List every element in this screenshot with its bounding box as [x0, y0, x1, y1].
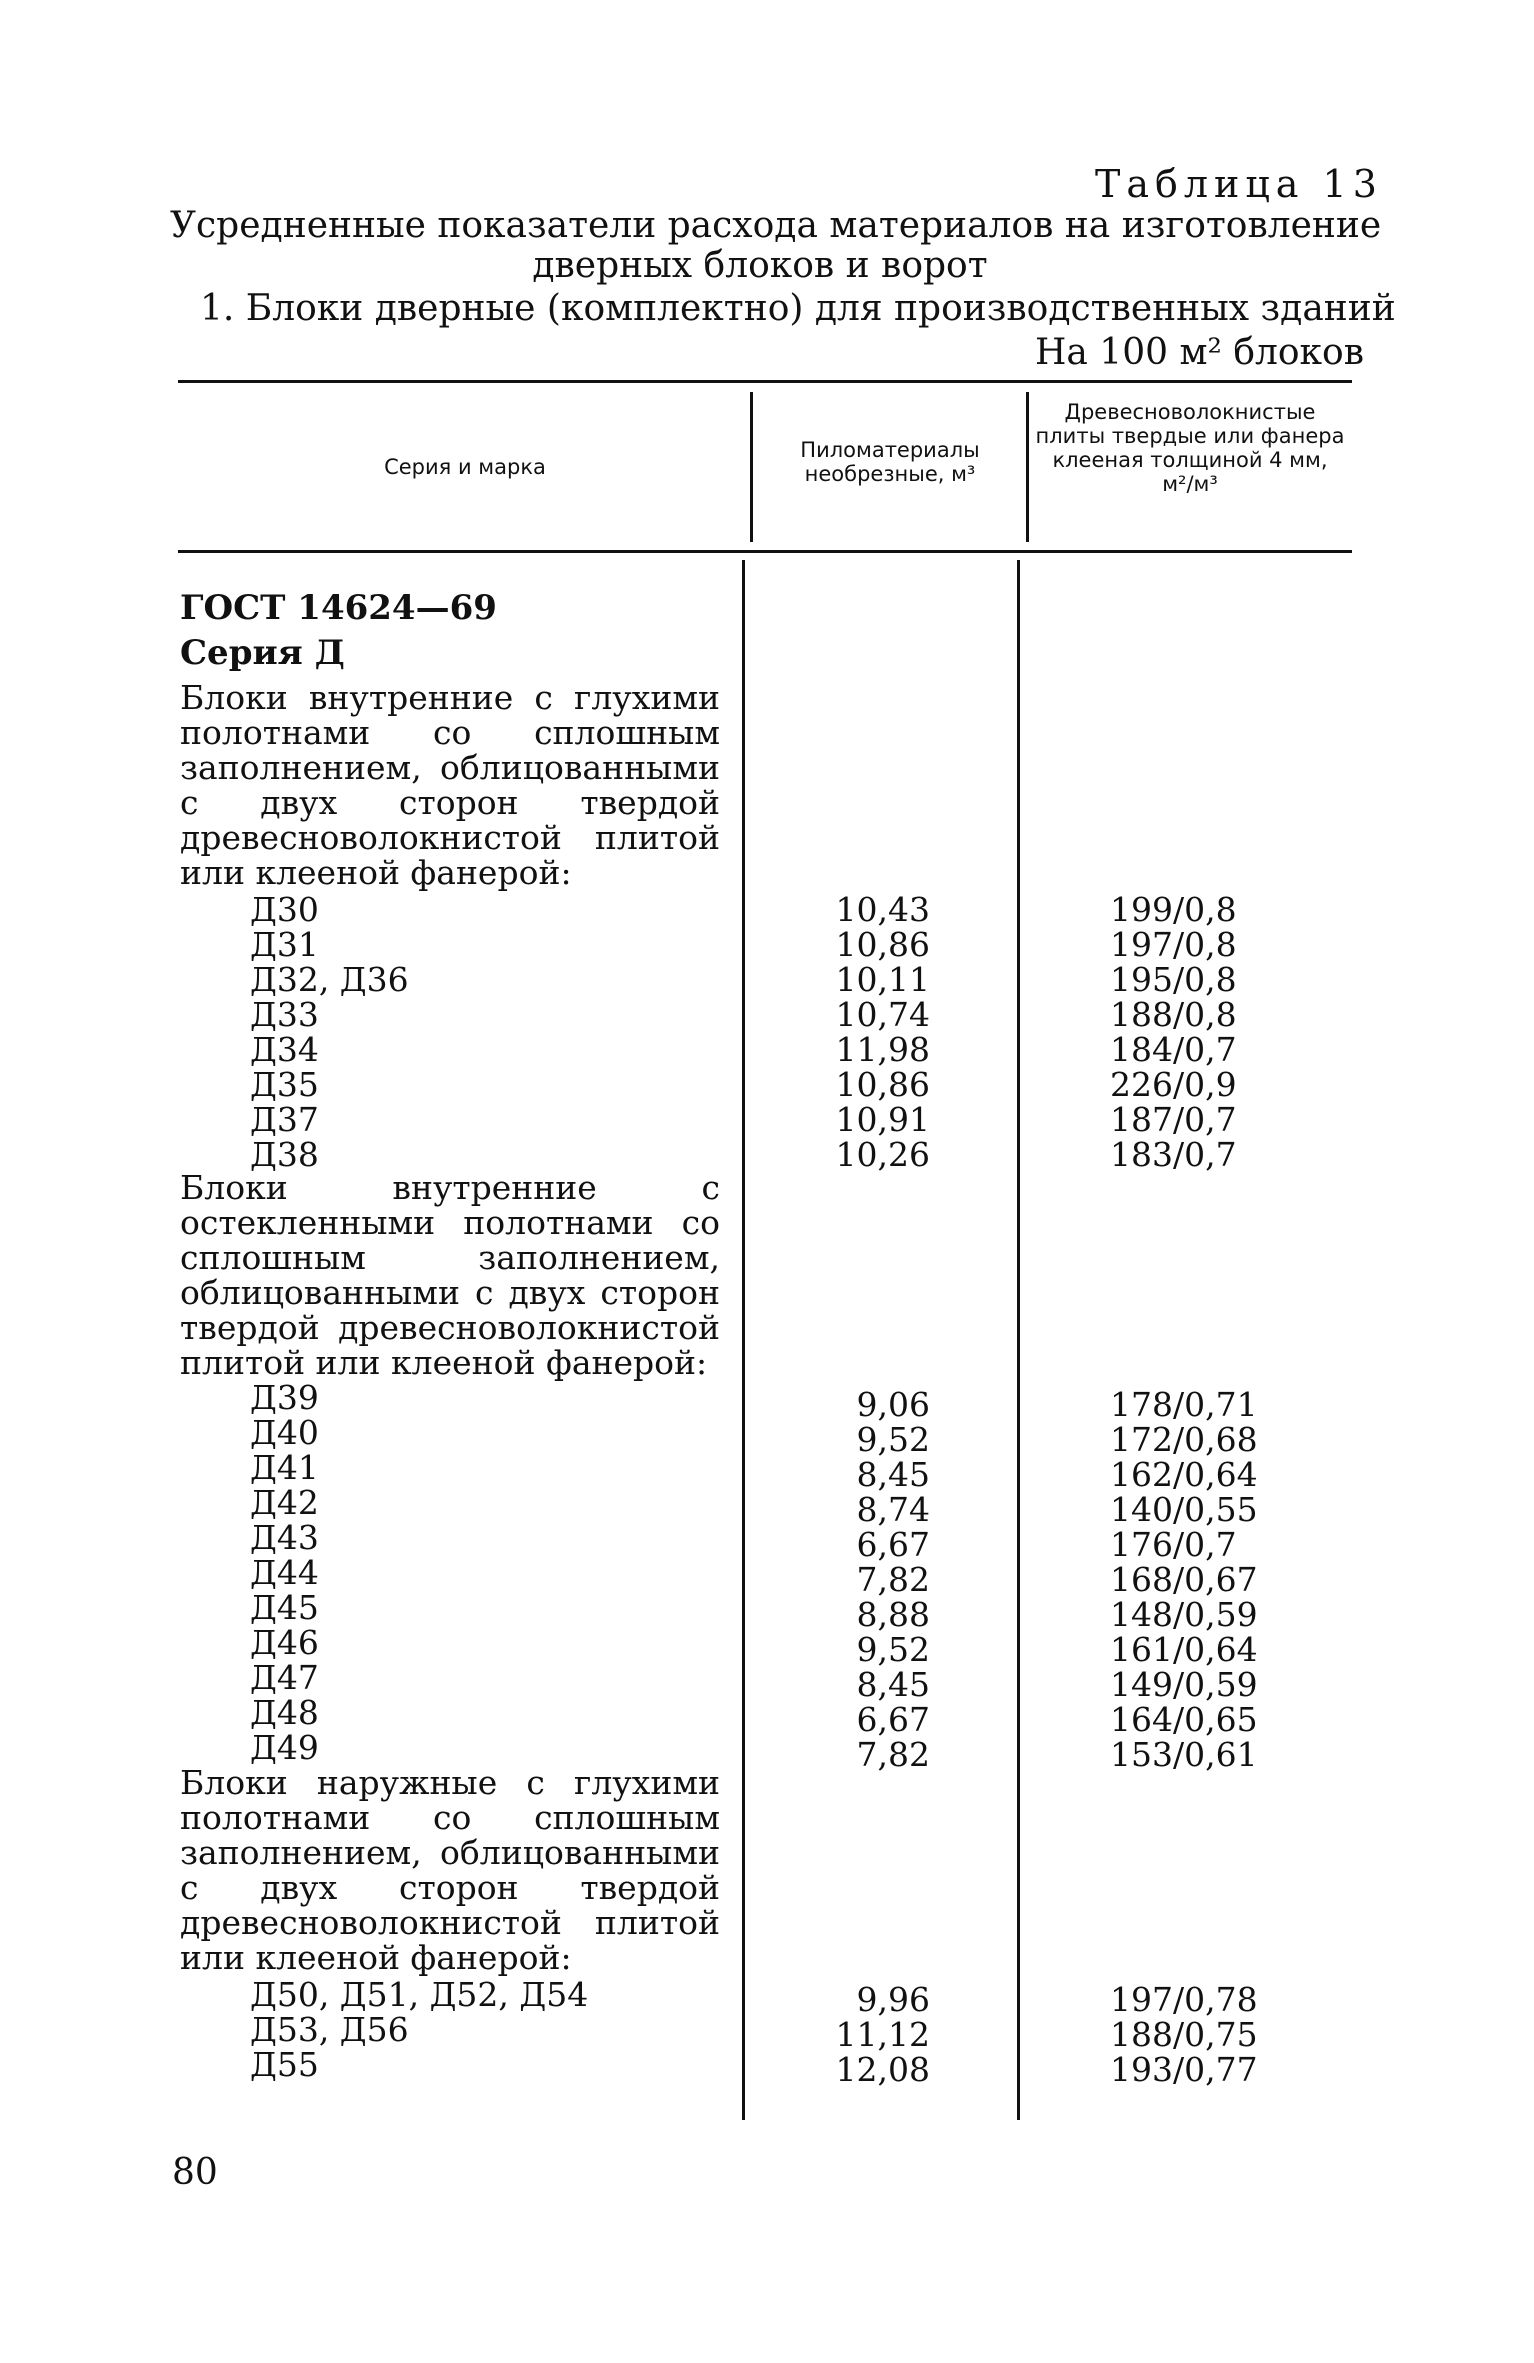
table-row-lumber: 10,86 — [835, 925, 930, 964]
header-divider-1 — [750, 392, 753, 542]
table-row-mark: Д50, Д51, Д52, Д54 — [250, 1975, 589, 2014]
table-row-lumber: 6,67 — [856, 1525, 930, 1564]
table-row-lumber: 6,67 — [856, 1700, 930, 1739]
table-row-lumber: 11,12 — [835, 2015, 930, 2054]
table-row-plates: 164/0,65 — [1110, 1700, 1258, 1739]
table-row-plates: 197/0,8 — [1110, 925, 1237, 964]
table-row-plates: 178/0,71 — [1110, 1385, 1258, 1424]
table-row-plates: 162/0,64 — [1110, 1455, 1258, 1494]
table-row-lumber: 12,08 — [835, 2050, 930, 2089]
column-header-plates: Древесноволокнистые плиты твердые или фанера клееная толщиной 4 мм, м²/м³ — [1035, 400, 1345, 496]
table-row-plates: 187/0,7 — [1110, 1100, 1237, 1139]
table-row-plates: 184/0,7 — [1110, 1030, 1237, 1069]
table-row-lumber: 10,26 — [835, 1135, 930, 1174]
table-row-lumber: 11,98 — [835, 1030, 930, 1069]
table-row-lumber: 10,74 — [835, 995, 930, 1034]
table-row-lumber: 7,82 — [856, 1560, 930, 1599]
header-divider-2 — [1026, 392, 1029, 542]
table-row-mark: Д47 — [250, 1658, 319, 1697]
table-row-mark: Д44 — [250, 1553, 319, 1592]
table-row-mark: Д32, Д36 — [250, 960, 409, 999]
table-row-mark: Д48 — [250, 1693, 319, 1732]
column-header-lumber: Пиломатериалы необрезные, м³ — [800, 438, 980, 486]
table-row-lumber: 8,88 — [856, 1595, 930, 1634]
table-row-plates: 149/0,59 — [1110, 1665, 1258, 1704]
table-row-plates: 168/0,67 — [1110, 1560, 1258, 1599]
table-row-lumber: 9,52 — [856, 1420, 930, 1459]
table-row-mark: Д41 — [250, 1448, 319, 1487]
column-header-series: Серия и марка — [384, 455, 546, 479]
table-row-lumber: 9,06 — [856, 1385, 930, 1424]
table-row-mark: Д34 — [250, 1030, 319, 1069]
table-row-lumber: 10,86 — [835, 1065, 930, 1104]
table-row-mark: Д43 — [250, 1518, 319, 1557]
table-row-mark: Д30 — [250, 890, 319, 929]
table-row-lumber: 10,11 — [835, 960, 930, 999]
table-title-line-1: Усредненные показатели расхода материалов на изготовление — [170, 205, 1382, 246]
table-row-lumber: 7,82 — [856, 1735, 930, 1774]
table-row-lumber: 10,91 — [835, 1100, 930, 1139]
table-row-plates: 140/0,55 — [1110, 1490, 1258, 1529]
table-title-line-2: дверных блоков и ворот — [532, 245, 988, 286]
table-row-mark: Д39 — [250, 1378, 319, 1417]
table-number: Таблица 13 — [1095, 162, 1383, 206]
table-row-mark: Д33 — [250, 995, 319, 1034]
table-row-mark: Д37 — [250, 1100, 319, 1139]
gost-heading: ГОСТ 14624—69 — [180, 588, 497, 628]
header-top-rule — [178, 380, 1352, 383]
table-row-lumber: 8,45 — [856, 1665, 930, 1704]
page-number: 80 — [172, 2152, 218, 2193]
table-row-lumber: 8,45 — [856, 1455, 930, 1494]
table-row-plates: 161/0,64 — [1110, 1630, 1258, 1669]
series-heading: Серия Д — [180, 633, 345, 673]
table-row-mark: Д45 — [250, 1588, 319, 1627]
body-divider-2 — [1017, 560, 1020, 2120]
table-row-plates: 148/0,59 — [1110, 1595, 1258, 1634]
table-row-lumber: 9,96 — [856, 1980, 930, 2019]
table-row-plates: 176/0,7 — [1110, 1525, 1237, 1564]
table-row-lumber: 9,52 — [856, 1630, 930, 1669]
table-row-plates: 226/0,9 — [1110, 1065, 1237, 1104]
group-3-description: Блоки наружные с глухими полотнами со сплошным заполнением, облицованными с двух сторон твердой древесноволокнистой плитой или клееной фанерой: — [180, 1763, 720, 1977]
table-row-lumber: 8,74 — [856, 1490, 930, 1529]
body-divider-1 — [742, 560, 745, 2120]
group-2-description: Блоки внутренние с остекленными полотнами со сплошным заполнением, облицованными с двух сторон твердой древесноволокнистой плитой или клееной фанерой: — [180, 1168, 720, 1382]
unit-note: На 100 м² блоков — [1035, 332, 1364, 373]
table-row-plates: 199/0,8 — [1110, 890, 1237, 929]
table-row-mark: Д31 — [250, 925, 319, 964]
table-row-mark: Д46 — [250, 1623, 319, 1662]
table-row-mark: Д42 — [250, 1483, 319, 1522]
table-row-plates: 193/0,77 — [1110, 2050, 1258, 2089]
table-row-mark: Д49 — [250, 1728, 319, 1767]
table-row-plates: 188/0,75 — [1110, 2015, 1258, 2054]
table-row-plates: 188/0,8 — [1110, 995, 1237, 1034]
table-row-mark: Д55 — [250, 2045, 319, 2084]
header-bottom-rule — [178, 550, 1352, 553]
table-row-lumber: 10,43 — [835, 890, 930, 929]
table-row-mark: Д35 — [250, 1065, 319, 1104]
table-row-plates: 197/0,78 — [1110, 1980, 1258, 2019]
group-1-description: Блоки внутренние с глухими полотнами со сплошным заполнением, облицованными с двух сторон твердой древесноволокнистой плитой или клееной фанерой: — [180, 678, 720, 892]
table-row-plates: 183/0,7 — [1110, 1135, 1237, 1174]
table-subtitle: 1. Блоки дверные (комплектно) для производственных зданий — [200, 288, 1396, 329]
table-row-mark: Д53, Д56 — [250, 2010, 409, 2049]
table-row-mark: Д40 — [250, 1413, 319, 1452]
table-row-plates: 195/0,8 — [1110, 960, 1237, 999]
table-row-plates: 153/0,61 — [1110, 1735, 1258, 1774]
table-row-plates: 172/0,68 — [1110, 1420, 1258, 1459]
table-row-mark: Д38 — [250, 1135, 319, 1174]
